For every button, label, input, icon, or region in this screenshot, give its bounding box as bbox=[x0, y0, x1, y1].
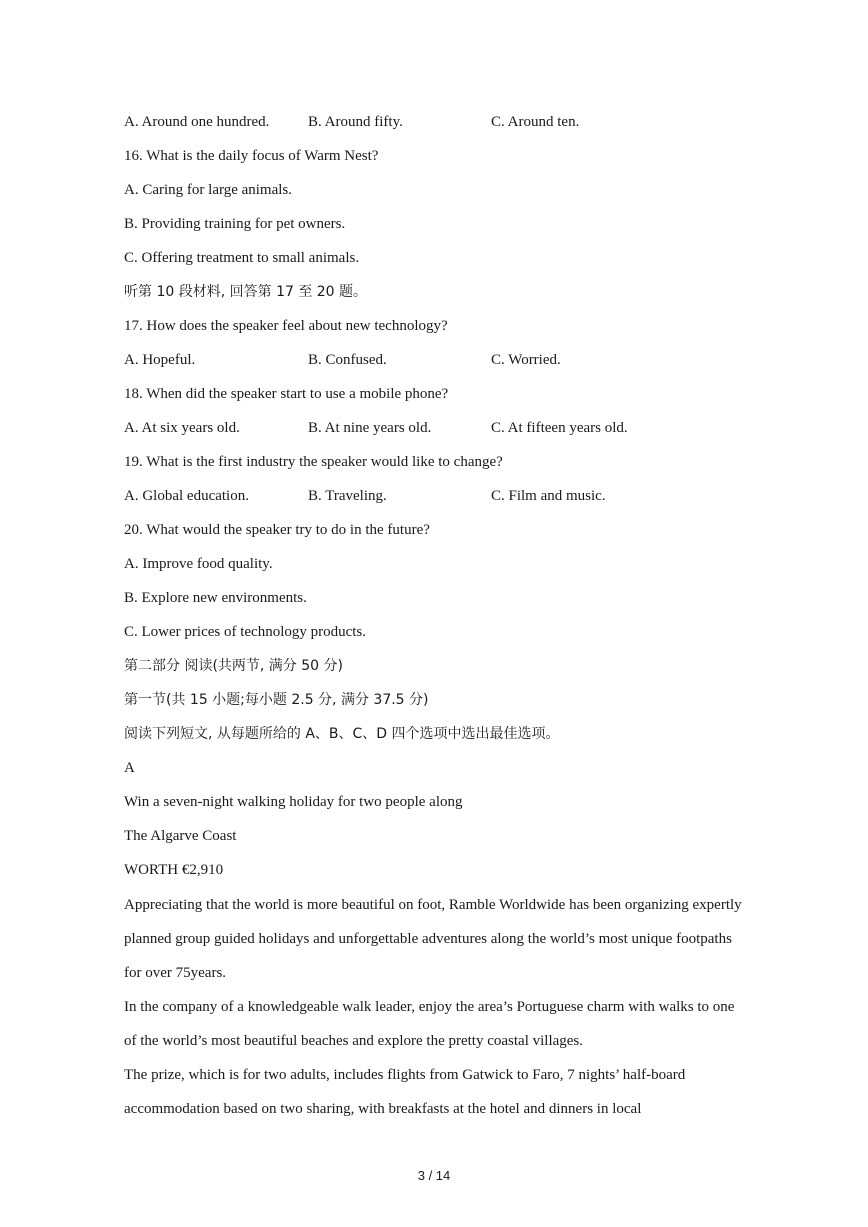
passage-title-line2: The Algarve Coast bbox=[124, 828, 237, 844]
q15-option-b: B. Around fifty. bbox=[308, 114, 403, 130]
page-number: 3 / 14 bbox=[417, 1168, 451, 1183]
q18-question: 18. When did the speaker start to use a mobile phone? bbox=[124, 386, 449, 402]
part2-heading: 第二部分 阅读(共两节, 满分 50 分) bbox=[124, 658, 343, 674]
q19-option-c: C. Film and music. bbox=[491, 488, 606, 504]
q16-question: 16. What is the daily focus of Warm Nest? bbox=[124, 148, 379, 164]
q16-option-a: A. Caring for large animals. bbox=[124, 182, 293, 198]
q16-option-b: B. Providing training for pet owners. bbox=[124, 216, 346, 232]
passage-worth: WORTH €2,910 bbox=[124, 862, 224, 878]
q18-option-a: A. At six years old. bbox=[124, 420, 240, 436]
passage-paragraph-1: Appreciating that the world is more beautiful on foot, Ramble Worldwide has been organizing expertly planned group guided holidays and unforgettable adventures along the world’s most unique footpaths for over 75years. bbox=[124, 897, 742, 981]
q18-option-b: B. At nine years old. bbox=[308, 420, 432, 436]
q19-option-a: A. Global education. bbox=[124, 488, 249, 504]
passage-label: A bbox=[124, 760, 135, 776]
q19-option-b: B. Traveling. bbox=[308, 488, 387, 504]
q16-option-c: C. Offering treatment to small animals. bbox=[124, 250, 360, 266]
section1-heading: 第一节(共 15 小题;每小题 2.5 分, 满分 37.5 分) bbox=[124, 692, 429, 708]
q17-option-c: C. Worried. bbox=[491, 352, 561, 368]
q19-question: 19. What is the first industry the speaker would like to change? bbox=[124, 454, 503, 470]
q15-option-a: A. Around one hundred. bbox=[124, 114, 270, 130]
q18-option-c: C. At fifteen years old. bbox=[491, 420, 628, 436]
section10-instruction: 听第 10 段材料, 回答第 17 至 20 题。 bbox=[124, 284, 368, 300]
q17-option-b: B. Confused. bbox=[308, 352, 387, 368]
q20-question: 20. What would the speaker try to do in the future? bbox=[124, 522, 430, 538]
q17-question: 17. How does the speaker feel about new technology? bbox=[124, 318, 448, 334]
reading-instruction: 阅读下列短文, 从每题所给的 A、B、C、D 四个选项中选出最佳选项。 bbox=[124, 726, 560, 742]
q20-option-b: B. Explore new environments. bbox=[124, 590, 307, 606]
passage-title-line1: Win a seven-night walking holiday for two people along bbox=[124, 794, 463, 810]
passage-paragraph-2: In the company of a knowledgeable walk leader, enjoy the area’s Portuguese charm with walks to one of the world’s most beautiful beaches and explore the pretty coastal villages. bbox=[124, 999, 735, 1049]
q20-option-c: C. Lower prices of technology products. bbox=[124, 624, 367, 640]
q20-option-a: A. Improve food quality. bbox=[124, 556, 273, 572]
q15-option-c: C. Around ten. bbox=[491, 114, 580, 130]
passage-paragraph-3: The prize, which is for two adults, includes flights from Gatwick to Faro, 7 nights’ half-board accommodation based on two sharing, with breakfasts at the hotel and dinners in local bbox=[124, 1067, 686, 1117]
q17-option-a: A. Hopeful. bbox=[124, 352, 196, 368]
